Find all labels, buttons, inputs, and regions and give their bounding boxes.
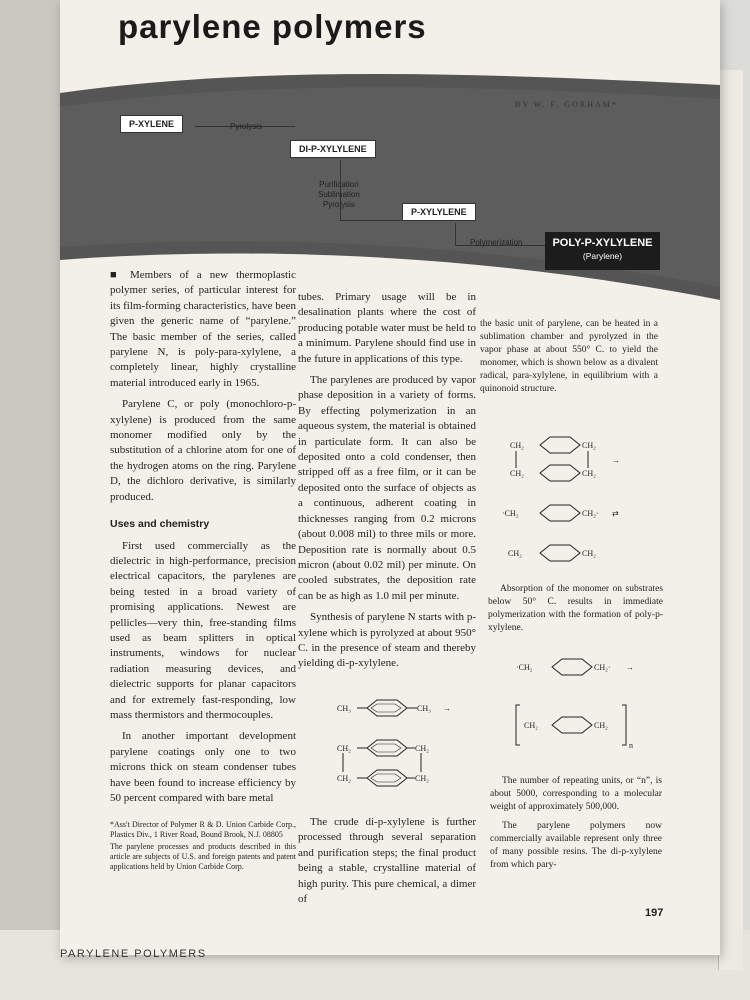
flow-box-p-xylene: P-XYLENE [120, 115, 183, 133]
chem-mono-ch2-tl: CH₂ [510, 441, 524, 450]
footnote-patents: The parylene processes and products described in this article are subjects of U.S. and foreign patents and patent applications held by Union Carbide Corp. [110, 842, 296, 872]
chem-dimer-ch2-tl: CH₂ [337, 744, 351, 753]
flow-label-purification-line1: Purification [319, 180, 359, 189]
flow-box-di-p-xylylene: DI-P-XYLYLENE [290, 140, 376, 158]
paragraph-parylene-c: Parylene C, or poly (monochloro-p-xylylene) is produced from the same monomer modified only by the substitution of a chlorine atom for one of the hydrogen atoms on the ring. Parylene D, the dichloro derivative, is similarly produced. [110, 398, 296, 503]
chem-dimer-ch2-bl: CH₂ [337, 774, 351, 783]
flow-label-purification [318, 180, 360, 210]
chem-quinonoid-right: CH₂ [582, 549, 596, 558]
final-product-subtitle: (Parylene) [582, 251, 623, 261]
page-number: 197 [645, 907, 664, 919]
chem-ch3-left: CH₃ [337, 704, 351, 713]
flow-label-purification-line2: Sublimation [318, 190, 360, 199]
chem-mono-ch2-br: CH₂ [582, 469, 596, 478]
paragraph-synthesis: Synthesis of parylene N starts with p-xylene which is pyrolyzed at about 950° C. in the presence of steam and thereby yielding di-p-xylylene. [298, 611, 476, 670]
page-stack-edge [718, 70, 743, 970]
chem-dimer-ch2-br: CH₂ [415, 774, 429, 783]
paragraph-development: In another important development parylene coatings only one to two microns thick on steam condenser tubes have been found to increase efficiency by 50 percent compared with bare metal [110, 730, 296, 804]
flow-label-purification-line3: Pyrolysis [322, 200, 355, 209]
byline: BY W. F. GORHAM* [515, 100, 618, 109]
text-column-2 [298, 290, 476, 678]
chem-monomer-diagram [500, 435, 660, 570]
footnote [110, 820, 296, 872]
chem-mono-ch2-bl: CH₂ [510, 469, 524, 478]
paragraph-crude: The crude di-p-xylylene is further processed through several separation and purification steps; the final product being a stable, crystalline material of high purity. This pure chemical, a dimer of [298, 816, 476, 906]
flow-box-p-xylylene: P-XYLYLENE [402, 203, 476, 221]
article-title: parylene polymers [118, 8, 427, 45]
text-column-1 [110, 268, 296, 874]
final-product-name: POLY-P-XYLYLENE [552, 237, 653, 249]
paragraph-uses: First used commercially as the dielectric in high-performance, precision electrical capacitors, the parylenes are being tested in a broad variety of promising applications. Newest are pellicles—very thin, free-standing films used as beam splitters in optical instruments, windows for nuclear radiation measuring devices, and dielectric supports for planar capacitors and for extremely fast-responding, low mass thermistors and thermocouples. [110, 539, 296, 721]
chem-mono-ch2-tr: CH₂ [582, 441, 596, 450]
text-column-2-bottom [298, 815, 476, 913]
chem-radical-left: ·CH₂ [502, 509, 519, 518]
flow-label-pyrolysis: Pyrolysis [230, 122, 263, 131]
text-column-3-middle [488, 583, 663, 641]
text-column-3 [480, 318, 658, 402]
flow-label-polymerization: Polymerization [470, 238, 523, 247]
chem-arrow-2: → [612, 456, 620, 465]
paragraph-production: The parylenes are produced by vapor phase deposition in a variety of forms. By effecting polymerization in an aqueous system, the material is obtained in particulate form. It can also be deposited onto a cold condenser, then stripped off as a free film, or it can be deposited onto the surface of objects as a continuous, adherent coating in thicknesses ranging from 0.2 microns (about 0.008 mil) to three mils or more. Deposition rate is normally about 0.5 micron (about 0.02 mil) per minute. On cooled substrates, the deposition rate can be as high as 1.0 mil per minute. [298, 374, 476, 602]
paragraph-available: The parylene polymers now commercially available represent only three of many possible resins. The di-p-xylylene from which pary- [490, 821, 662, 870]
running-head: PARYLENE POLYMERS [60, 948, 207, 960]
chem-quinonoid-left: CH₂ [508, 549, 522, 558]
chem-equilibrium: ⇄ [612, 509, 619, 518]
chem-poly-monomer-left: ·CH₂ [516, 663, 533, 672]
chem-arrow-1: → [443, 704, 451, 713]
magazine-page [60, 0, 720, 955]
text-column-3-bottom [490, 775, 662, 878]
chem-dimer-ch2-tr: CH₂ [415, 744, 429, 753]
chem-poly-monomer-right: CH₂· [594, 663, 611, 672]
chem-polymer-diagram [510, 655, 670, 755]
chem-poly-ch2-right: CH₂ [594, 721, 608, 730]
paragraph-tubes: tubes. Primary usage will be in desalination plants where the cost of producing potable water must be held to a minimum. Parylene should find use in the future in applications of this type. [298, 291, 476, 365]
chem-arrow-3: → [626, 663, 634, 672]
chem-radical-right: CH₂· [582, 509, 599, 518]
chem-poly-ch2-left: CH₂ [524, 721, 538, 730]
paragraph-repeating-units: The number of repeating units, or “n”, is about 5000, corresponding to a molecular weight of approximately 500,000. [490, 776, 662, 812]
section-heading: Uses and chemistry [110, 518, 210, 531]
chem-ch3-right: CH₃ [417, 704, 431, 713]
footnote-author: *Ass't Director of Polymer R & D. Union Carbide Corp., Plastics Div., 1 River Road, Bound Brook, N.J. 08805 [110, 820, 296, 840]
paragraph-dimer: the basic unit of parylene, can be heated in a sublimation chamber and pyrolyzed in the vapor phase at about 550° C. to yield the monomer, which is shown below as a divalent radical, para-xylylene, in equilibrium with a quinonoid structure. [480, 319, 658, 394]
paragraph-absorption: Absorption of the monomer on substrates below 50° C. results in immediate polymerization with the formation of poly-p-xylylene. [488, 584, 663, 633]
paragraph-intro: ■ Members of a new thermoplastic polymer series, of particular interest for its film-forming characteristics, have been given the generic name of “parylene.” The basic member of the series, called parylene N, is poly-para-xylylene, a completely linear, highly crystalline material introduced early in 1965. [110, 269, 297, 389]
chem-poly-n: n [629, 741, 633, 750]
flow-connector-4 [455, 223, 456, 245]
final-product-box [545, 232, 660, 270]
chem-xylene-diagram [325, 695, 475, 805]
